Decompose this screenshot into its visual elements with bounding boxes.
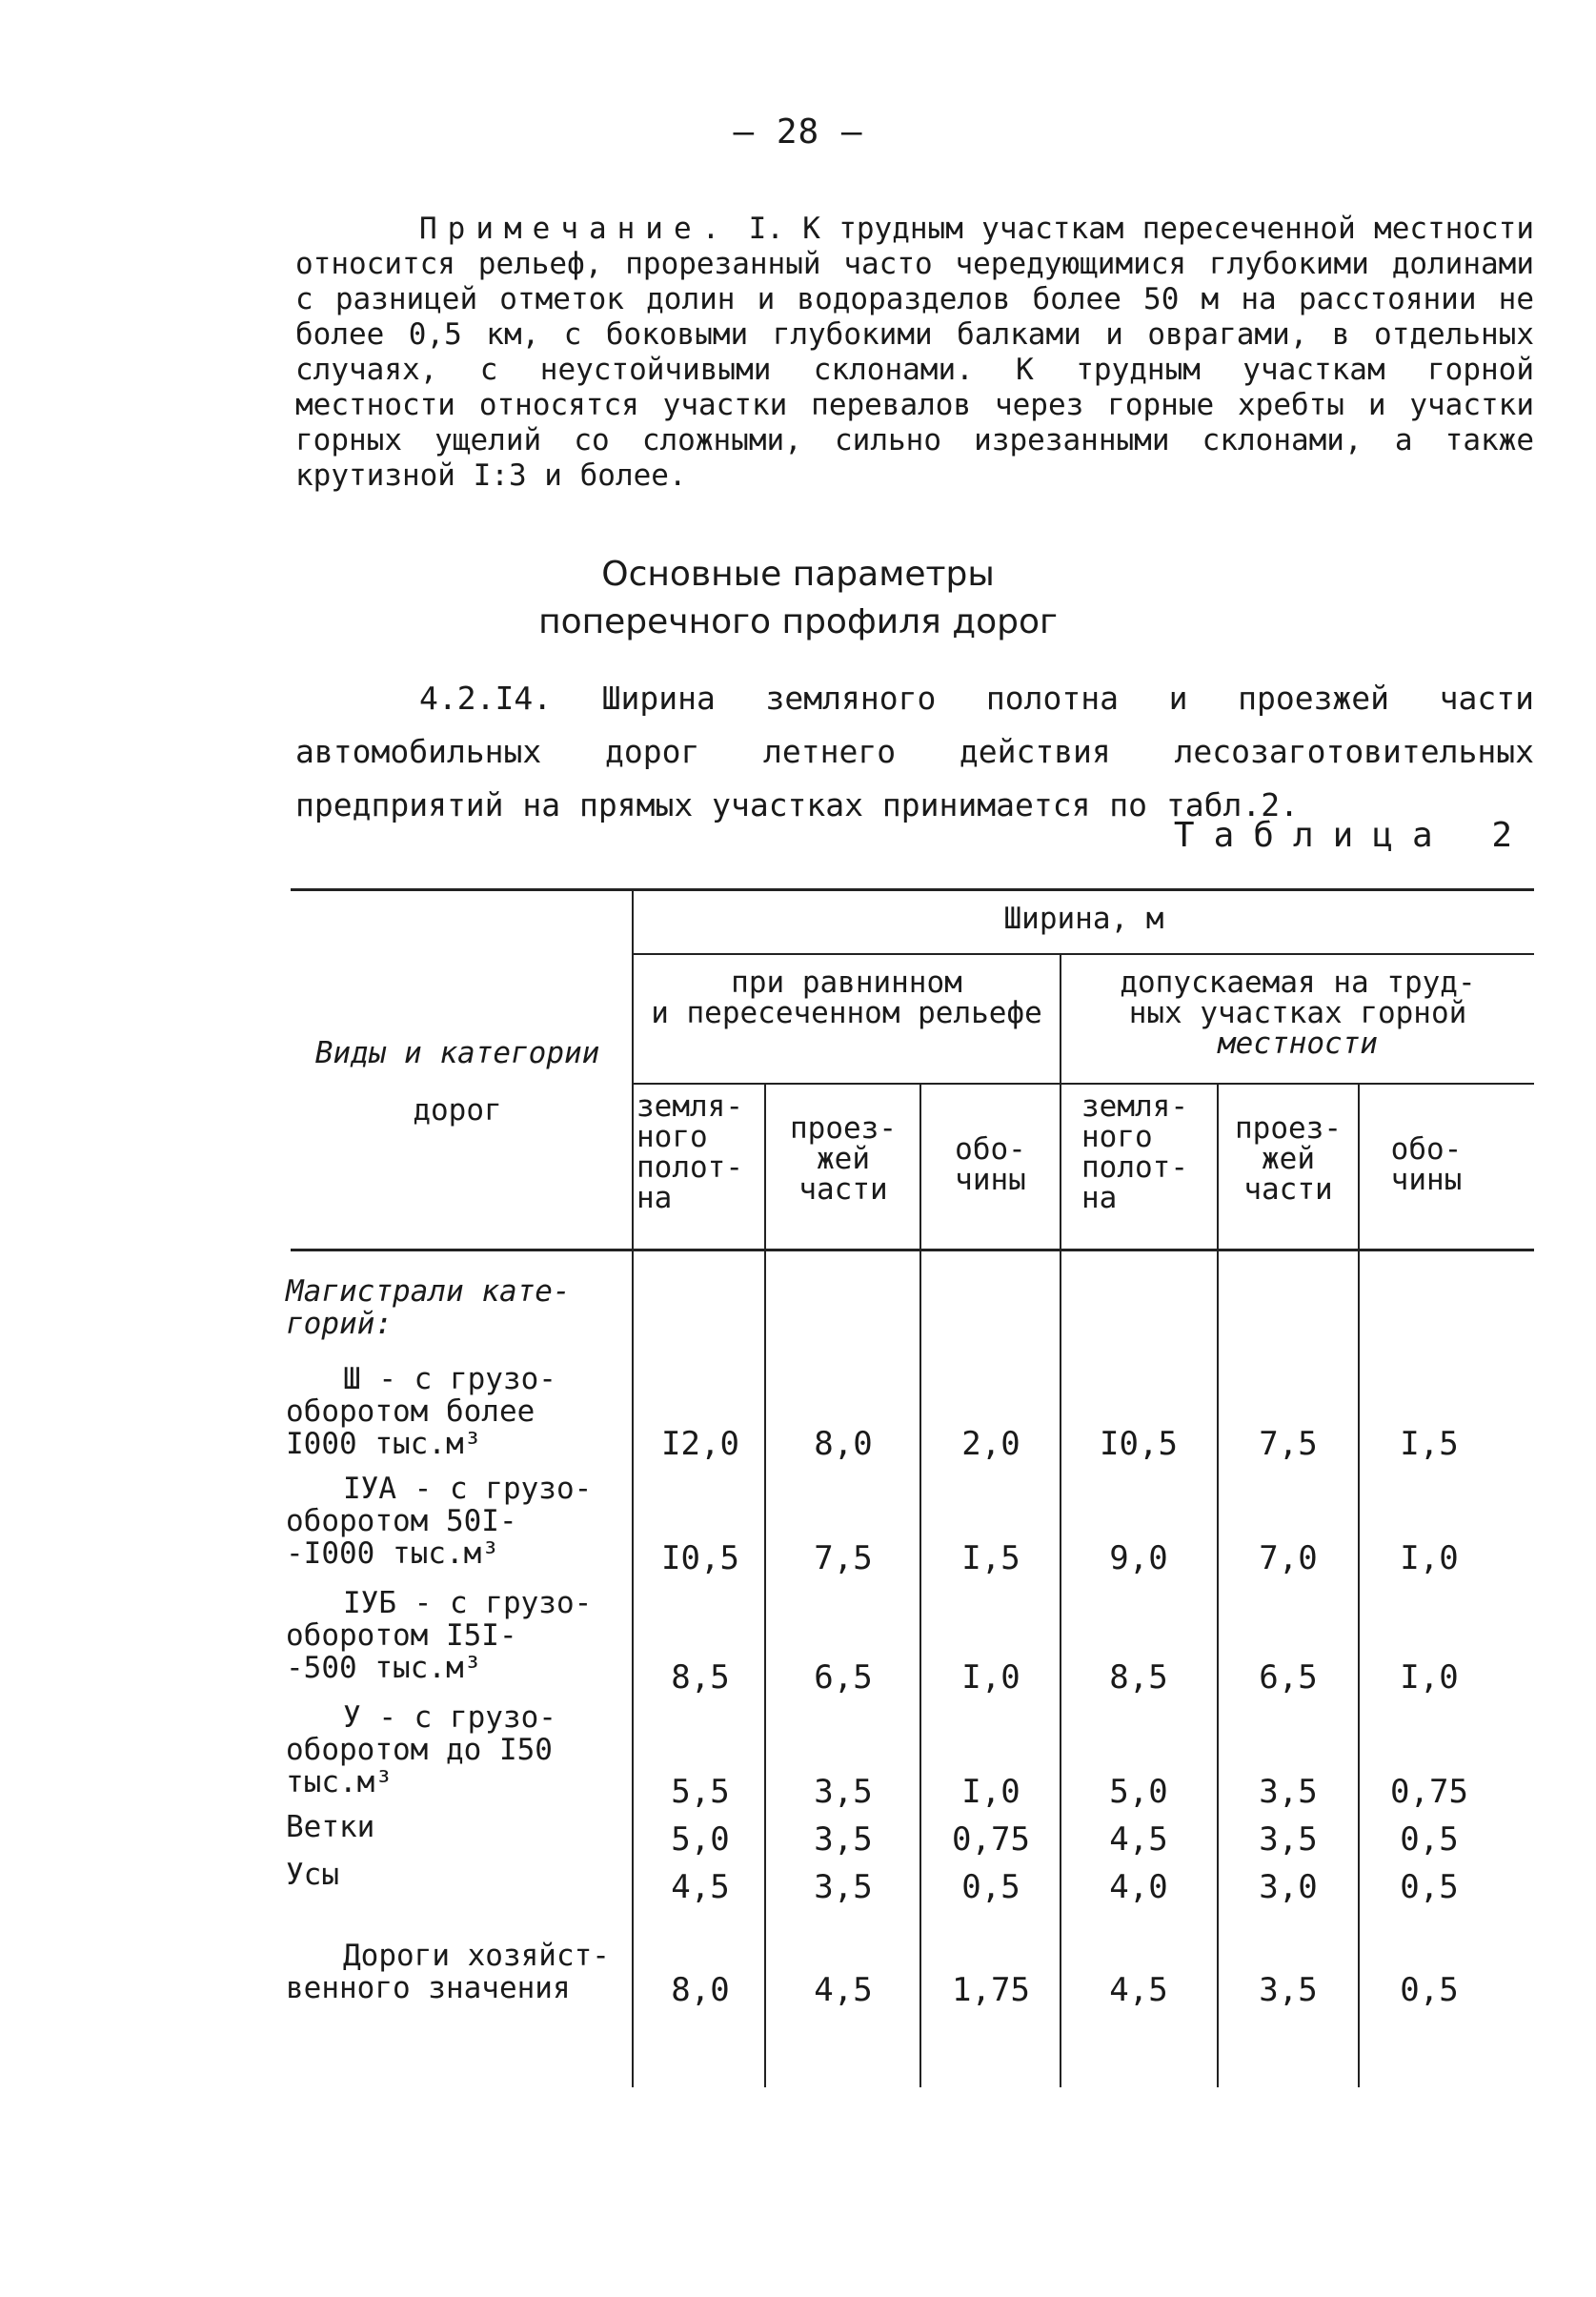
col-divider-1: [764, 1085, 766, 2087]
body-paragraph: [295, 672, 1534, 832]
group1-header: [634, 967, 1060, 1028]
table-cell: 5,0: [1109, 1773, 1168, 1811]
note-text: I. К трудным участкам пересеченной местности относится рельеф, прорезанный часто чередующимися глубокими долинами с разницей отметок долин и водоразделов более 50 м на расстоянии не более 0,5 км, с боковыми глубокими балками и оврагами, в отдельных случаях, с неустойчивыми склонами. К трудным участкам горной местности относятся участки перевалов через горные хребты и участки горных ущелий со сложными, сильно изрезанными склонами, а также крутизной I:3 и более.: [295, 212, 1534, 493]
table-cell: I,0: [1400, 1539, 1459, 1577]
section-heading: [0, 551, 1596, 646]
table-cell: 0,5: [1400, 1868, 1459, 1906]
col-header-line: части: [1243, 1172, 1333, 1207]
col-header-shoulder-1: [921, 1134, 1060, 1195]
table-cell: 0,5: [961, 1868, 1020, 1906]
group-divider: [1060, 955, 1061, 2087]
col-header-road-1: [767, 1113, 919, 1205]
table-cell: 9,0: [1109, 1539, 1168, 1577]
note-label: Примечание.: [419, 212, 731, 246]
row-label-line: Усы: [286, 1858, 339, 1892]
row-label-line: I000 тыс.м³: [286, 1427, 482, 1461]
table-cell: 3,5: [814, 1868, 873, 1906]
table-cell: I0,5: [1100, 1425, 1178, 1463]
row-label: [286, 1587, 629, 1684]
row-label-line: оборотом более: [286, 1394, 535, 1429]
row-label: [286, 1363, 629, 1460]
table-cell: 3,5: [814, 1773, 873, 1811]
col-header-line: обо-: [1390, 1132, 1463, 1167]
header-bottom-rule: [291, 1249, 1534, 1251]
section-label-line: горий:: [286, 1307, 393, 1341]
table-cell: 7,0: [1259, 1539, 1318, 1577]
table-cell: 3,5: [1259, 1773, 1318, 1811]
row-label-line: -I000 тыс.м³: [286, 1536, 499, 1571]
group1-line-1: при равнинном: [731, 966, 962, 1000]
table-cell: 8,0: [814, 1425, 873, 1463]
table-cell: 4,5: [814, 1971, 873, 2009]
col-header-line: жей: [817, 1142, 870, 1176]
row-label-line: оборотом 50I-: [286, 1504, 517, 1538]
table-cell: 0,5: [1400, 1820, 1459, 1859]
col-header-line: полот-: [636, 1150, 743, 1185]
stub-header: [286, 1025, 629, 1139]
row-label-line: оборотом I5I-: [286, 1618, 517, 1653]
col-header-line: части: [798, 1172, 888, 1207]
col-header-line: ного: [636, 1120, 708, 1154]
table-cell: I2,0: [661, 1425, 739, 1463]
stub-divider: [632, 890, 634, 2087]
table-cell: 5,5: [671, 1773, 730, 1811]
col-header-line: проез-: [790, 1111, 897, 1146]
row-label: [286, 1473, 629, 1570]
table-cell: 2,0: [961, 1425, 1020, 1463]
col-divider-5: [1358, 1085, 1360, 2087]
group2-header: [1061, 967, 1534, 1059]
table-cell: 4,5: [671, 1868, 730, 1906]
group1-line-2: и пересеченном рельефе: [651, 996, 1042, 1030]
row-label-line: Ветки: [286, 1810, 375, 1844]
col-divider-4: [1217, 1085, 1219, 2087]
table-cell: I,0: [961, 1658, 1020, 1697]
col-header-line: полот-: [1081, 1150, 1188, 1185]
group2-line-1: допускаемая на труд-: [1120, 966, 1476, 1000]
row-label-line: -500 тыс.м³: [286, 1651, 482, 1685]
col-header-line: земля-: [636, 1089, 743, 1124]
table-cell: 3,5: [1259, 1971, 1318, 2009]
body-paragraph-text: 4.2.I4. Ширина земляного полотна и проезжей части автомобильных дорог летнего действия лесозаготовительных предприятий на прямых участках принимается по табл.2.: [295, 680, 1534, 823]
col-header-line: обо-: [955, 1132, 1026, 1167]
table-cell: 3,5: [1259, 1820, 1318, 1859]
table-cell: 6,5: [1259, 1658, 1318, 1697]
table-cell: I0,5: [661, 1539, 739, 1577]
table-cell: I,0: [1400, 1658, 1459, 1697]
row-label-line: Дороги хозяйст-: [343, 1939, 610, 1973]
col-header-line: на: [1081, 1181, 1118, 1215]
group-header-rule: [634, 1083, 1534, 1085]
width-header: Ширина, м: [1003, 902, 1164, 936]
table-cell: I,0: [961, 1773, 1020, 1811]
table-cell: 0,75: [952, 1820, 1030, 1859]
table-cell: 1,75: [952, 1971, 1030, 2009]
row-label-line: оборотом до I50: [286, 1733, 553, 1767]
table-top-rule: [291, 888, 1534, 891]
col-header-earth-2: [1081, 1091, 1215, 1213]
col-divider-2: [919, 1085, 921, 2087]
table-cell: I,5: [961, 1539, 1020, 1577]
table-cell: 6,5: [814, 1658, 873, 1697]
row-label-line: Ш - с грузо-: [343, 1362, 556, 1396]
col-header-line: жей: [1262, 1142, 1315, 1176]
col-header-line: чины: [1390, 1163, 1463, 1197]
table-cell: 3,0: [1259, 1868, 1318, 1906]
table-cell: 8,5: [1109, 1658, 1168, 1697]
group2-line-3: местности: [1218, 1027, 1378, 1061]
col-header-line: проез-: [1235, 1111, 1342, 1146]
table-cell: 4,5: [1109, 1820, 1168, 1859]
col-header-line: чины: [955, 1163, 1026, 1197]
row-label: [286, 1940, 629, 2004]
row-label-line: У - с грузо-: [343, 1700, 556, 1735]
section-label: [286, 1275, 629, 1340]
col-header-shoulder-2: [1360, 1134, 1493, 1195]
heading-line-2: поперечного профиля дорог: [538, 602, 1058, 641]
col-header-line: на: [636, 1181, 673, 1215]
stub-header-line-1: Виды и категории: [314, 1036, 600, 1070]
table-cell: 0,5: [1400, 1971, 1459, 2009]
row-label-line: IУА - с грузо-: [343, 1472, 593, 1506]
table-cell: 4,5: [1109, 1971, 1168, 2009]
col-header-line: ного: [1081, 1120, 1153, 1154]
row-label: [286, 1859, 629, 1891]
table-cell: 7,5: [1259, 1425, 1318, 1463]
table-cell: 8,0: [671, 1971, 730, 2009]
row-label-line: тыс.м³: [286, 1765, 393, 1799]
table-cell: 4,0: [1109, 1868, 1168, 1906]
col-header-earth-1: [636, 1091, 764, 1213]
row-label-line: IУБ - с грузо-: [343, 1586, 593, 1620]
table-cell: 5,0: [671, 1820, 730, 1859]
stub-header-line-2: дорог: [413, 1093, 502, 1128]
col-header-line: земля-: [1081, 1089, 1188, 1124]
page-number: — 28 —: [733, 112, 863, 152]
table-cell: 8,5: [671, 1658, 730, 1697]
group2-line-2: ных участках горной: [1128, 996, 1467, 1030]
width-header-rule: [634, 953, 1534, 955]
note-paragraph: [295, 212, 1534, 494]
section-label-line: Магистрали кате-: [286, 1274, 571, 1309]
table-cell: 0,75: [1390, 1773, 1468, 1811]
col-header-road-2: [1219, 1113, 1358, 1205]
table-caption: Таблица 2: [1173, 816, 1531, 855]
heading-line-1: Основные параметры: [601, 555, 995, 594]
row-label: [286, 1701, 629, 1799]
table-cell: I,5: [1400, 1425, 1459, 1463]
row-label: [286, 1811, 629, 1843]
row-label-line: венного значения: [286, 1971, 571, 2005]
table-cell: 7,5: [814, 1539, 873, 1577]
table-cell: 3,5: [814, 1820, 873, 1859]
